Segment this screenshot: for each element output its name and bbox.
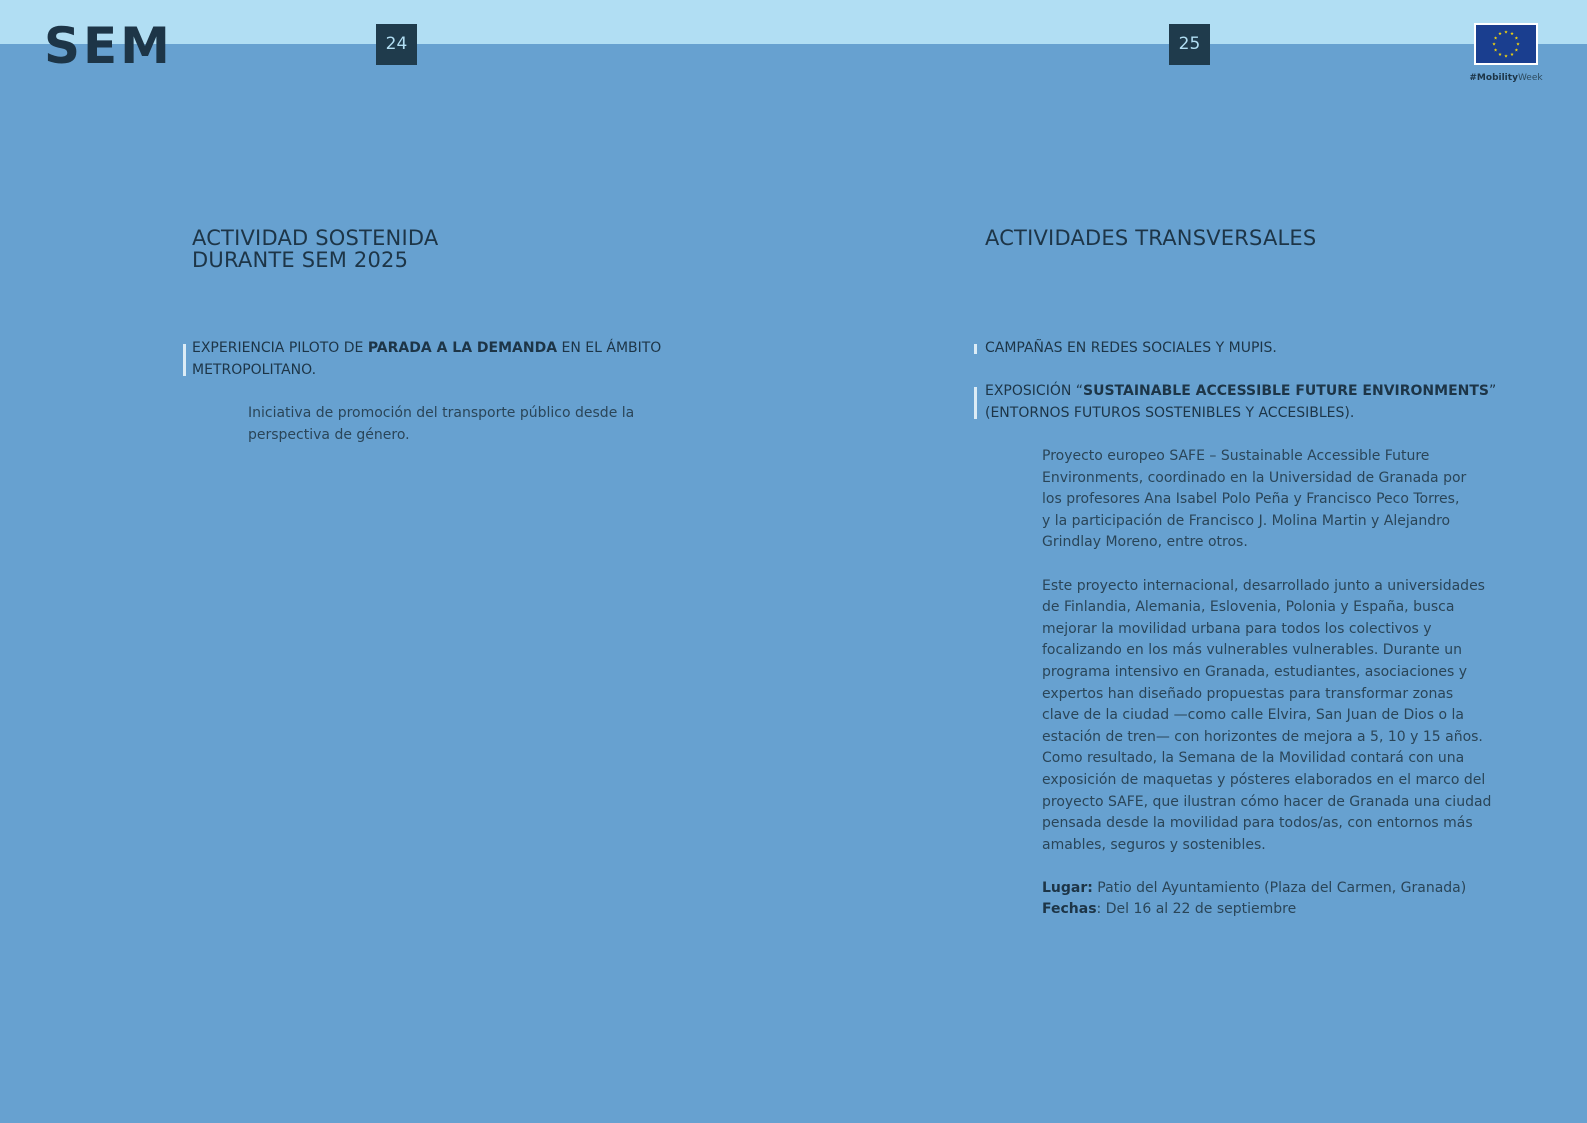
left-item-bar [183, 344, 186, 376]
left-section-title [192, 227, 438, 271]
right-item2-description [1042, 446, 1542, 921]
safe-project-line: focalizando en los más vulnerables vulnerables. Durante un [1042, 642, 1462, 659]
top-band [0, 0, 1587, 44]
left-title-line2: DURANTE SEM 2025 [192, 248, 409, 272]
dates-line: Fechas: Del 16 al 22 de septiembre [1042, 901, 1297, 918]
right-section-title: ACTIVIDADES TRANSVERSALES [985, 226, 1317, 250]
safe-project-line: expertos han diseñado propuestas para transformar zonas [1042, 685, 1454, 702]
right-item1-bar [974, 344, 977, 354]
safe-project-line: de Finlandia, Alemania, Eslovenia, Polonia y España, busca [1042, 599, 1455, 616]
right-item2-heading: EXPOSICIÓN “SUSTAINABLE ACCESSIBLE FUTURE ENVIRONMENTS” (ENTORNOS FUTUROS SOSTENIBLES Y ACCESIBLES). [985, 383, 1497, 421]
mobility-week-hashtag: #MobilityWeek [1469, 73, 1543, 83]
safe-intro-line: Grindlay Moreno, entre otros. [1042, 534, 1248, 551]
right-item2-bar [974, 387, 977, 419]
left-item-description: Iniciativa de promoción del transporte público desde la perspectiva de género. [248, 405, 635, 443]
safe-project-line: amables, seguros y sostenibles. [1042, 836, 1266, 853]
safe-project-line: exposición de maquetas y pósteres elaborados en el marco del [1042, 771, 1486, 788]
safe-project-line: clave de la ciudad —como calle Elvira, San Juan de Dios o la [1042, 707, 1464, 724]
sem-logo: SEM [44, 17, 173, 75]
safe-project-line: programa intensivo en Granada, estudiantes, asociaciones y [1042, 663, 1468, 680]
safe-project-line: Como resultado, la Semana de la Movilidad contará con una [1042, 750, 1465, 767]
page-number-left: 24 [376, 24, 417, 65]
left-item-heading: EXPERIENCIA PILOTO DE PARADA A LA DEMANDA EN EL ÁMBITO METROPOLITANO. [192, 340, 662, 378]
safe-project-paragraph [1042, 576, 1542, 857]
safe-project-line: estación de tren— con horizontes de mejora a 5, 10 y 15 años. [1042, 728, 1483, 745]
safe-project-line: Este proyecto internacional, desarrollado junto a universidades [1042, 577, 1485, 594]
safe-project-line: proyecto SAFE, que ilustran cómo hacer de Granada una ciudad [1042, 793, 1492, 810]
safe-project-line: pensada desde la movilidad para todos/as, con entornos más [1042, 815, 1473, 832]
right-item1-heading: CAMPAÑAS EN REDES SOCIALES Y MUPIS. [985, 340, 1277, 356]
location-line: Lugar: Patio del Ayuntamiento (Plaza del Carmen, Granada) [1042, 879, 1467, 896]
safe-intro-line: y la participación de Francisco J. Molina Martin y Alejandro [1042, 512, 1451, 529]
eu-flag-icon [1474, 23, 1538, 65]
safe-project-line: mejorar la movilidad urbana para todos los colectivos y [1042, 620, 1432, 637]
safe-intro-paragraph [1042, 446, 1542, 554]
page-number-right: 25 [1169, 24, 1210, 65]
safe-intro-line: los profesores Ana Isabel Polo Peña y Francisco Peco Torres, [1042, 491, 1460, 508]
left-title-line1: ACTIVIDAD SOSTENIDA [192, 226, 439, 250]
safe-intro-line: Proyecto europeo SAFE – Sustainable Accessible Future [1042, 448, 1430, 464]
safe-intro-line: Environments, coordinado en la Universidad de Granada por [1042, 469, 1467, 486]
